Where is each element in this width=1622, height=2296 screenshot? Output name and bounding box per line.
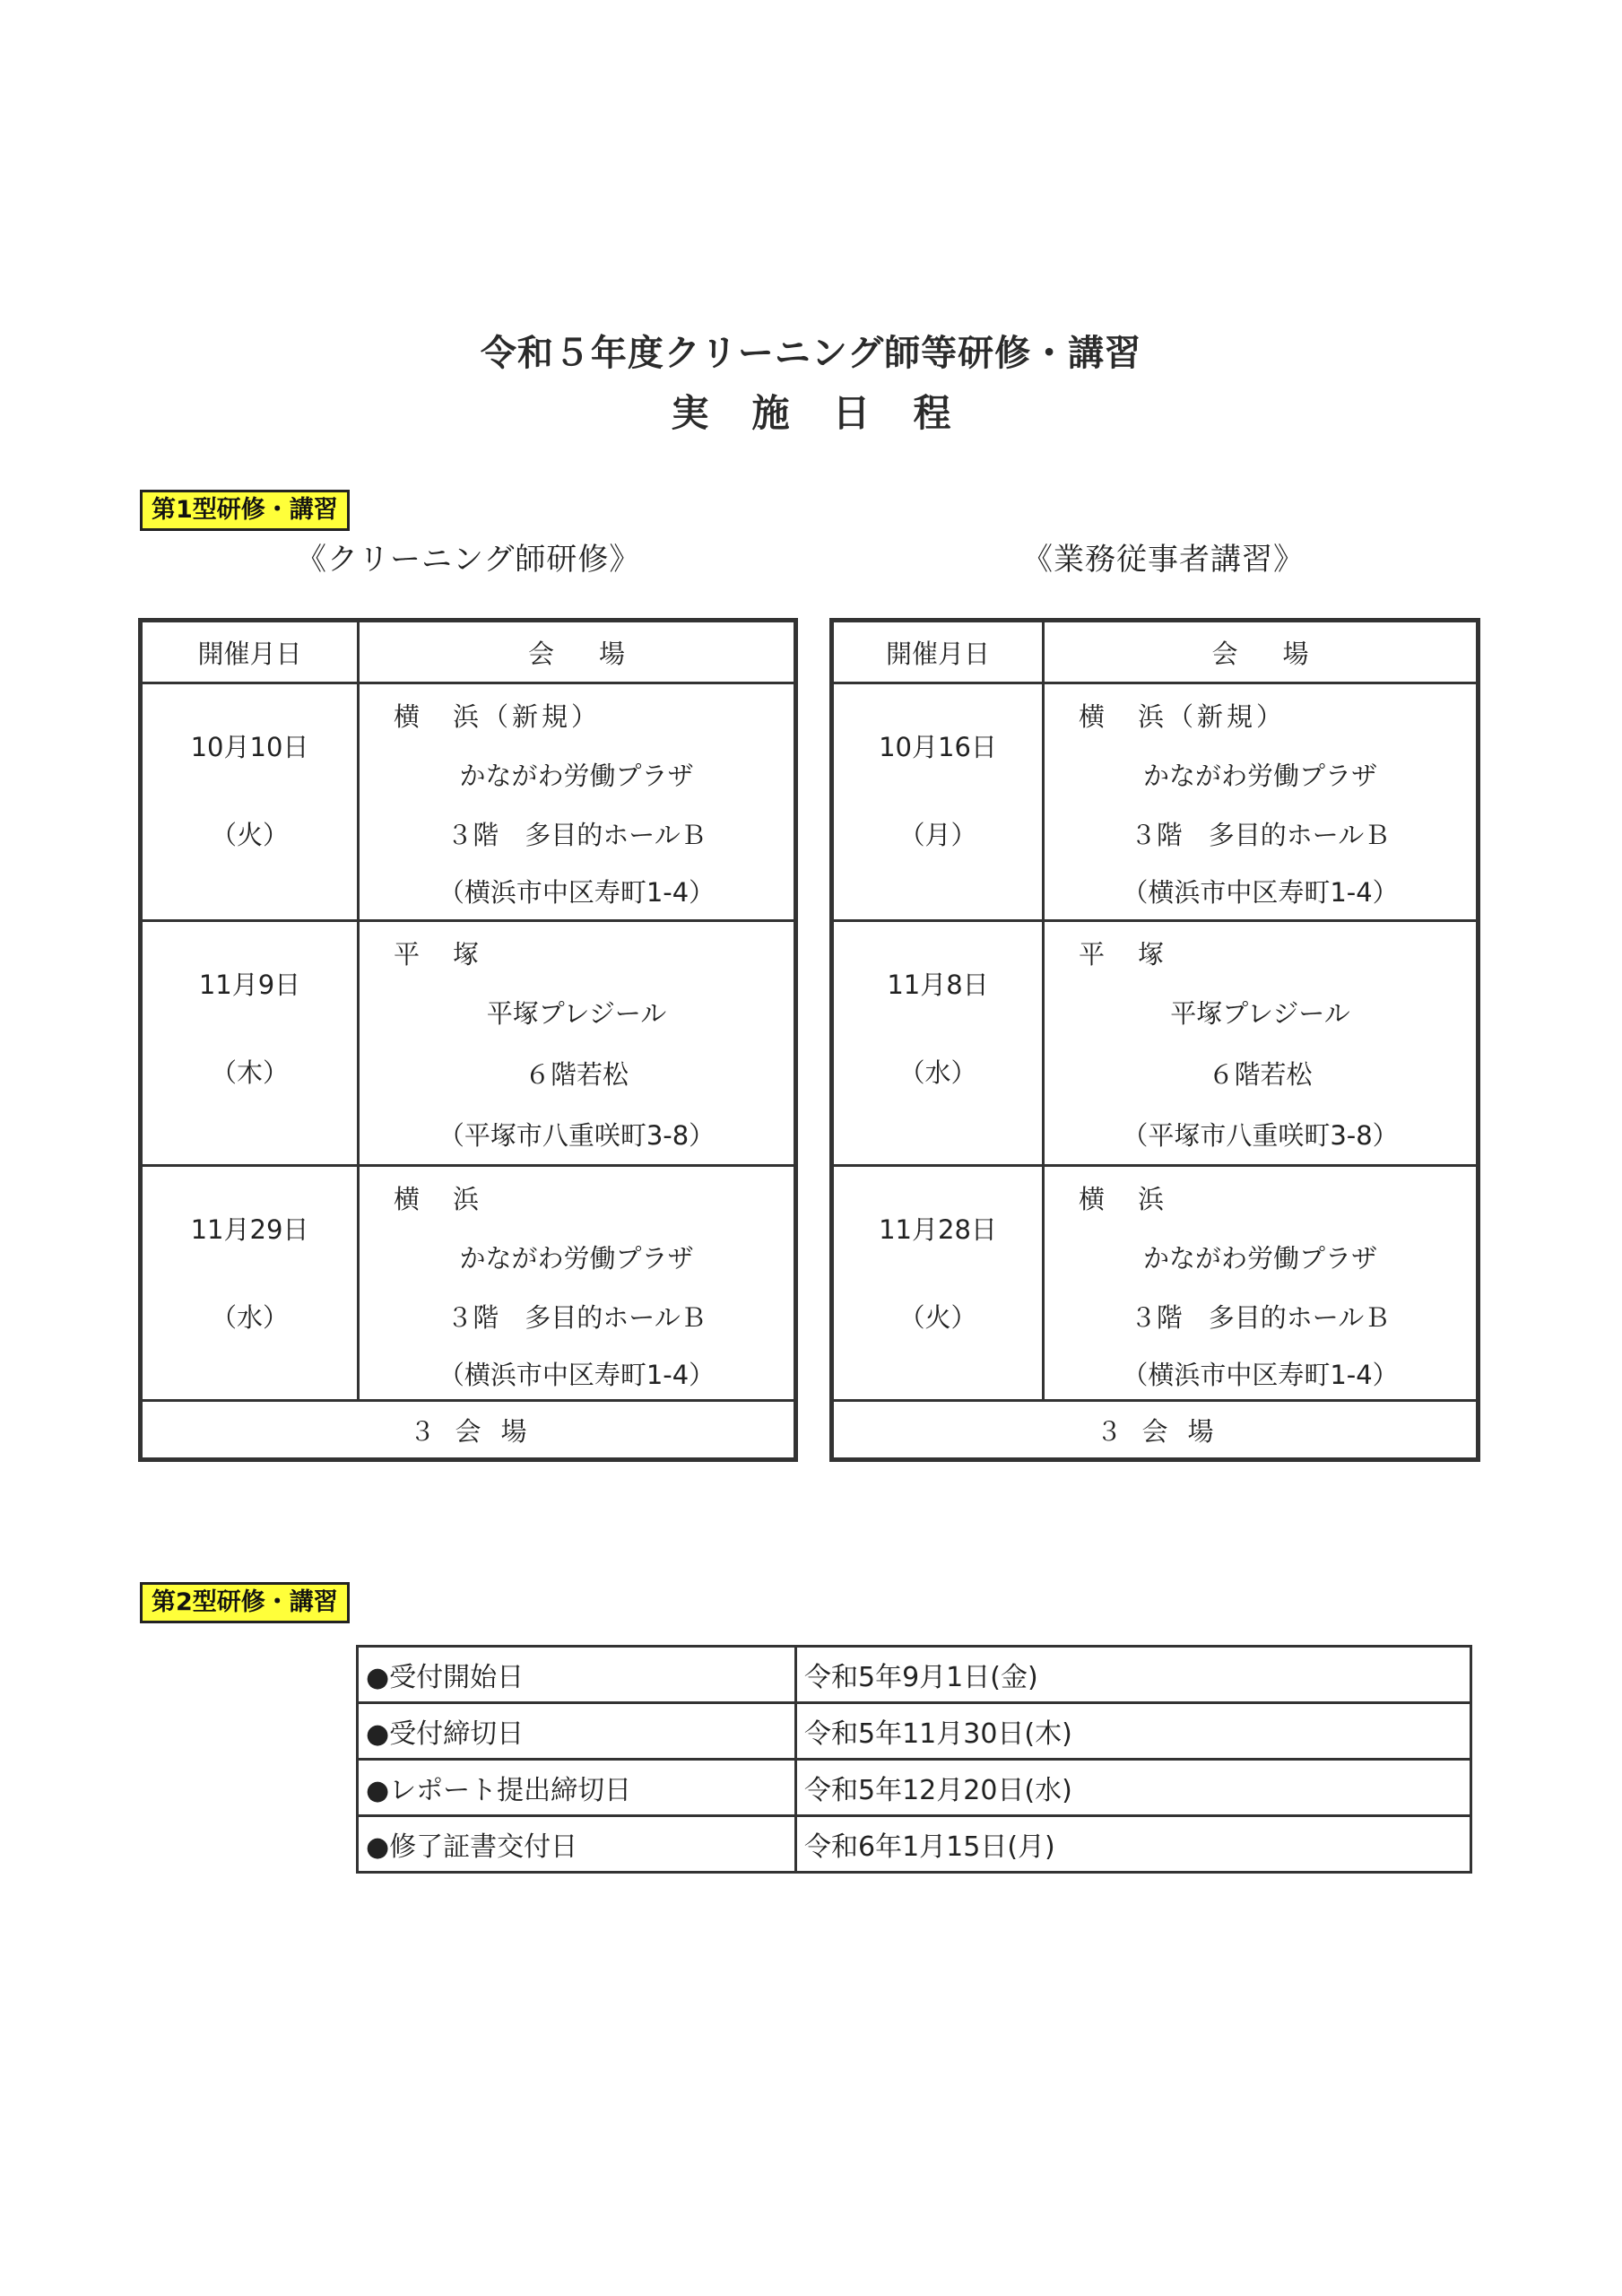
header-venue: 会場 [359,621,796,683]
date-text: 10月16日 [879,732,997,762]
type2-schedule-table [356,1645,1472,1874]
venue-cell [359,683,796,921]
table-row [358,1647,1471,1703]
total-venues: ３会場 [141,1401,796,1460]
schedule-label: ●レポート提出締切日 [358,1760,796,1816]
date-cell [832,921,1044,1166]
date-text: 11月9日 [198,970,301,1000]
venue-cell [1044,1166,1479,1401]
date-cell [832,1166,1044,1401]
cleaning-training-table [138,618,798,1462]
venue-address: （横浜市中区寿町1-4） [438,877,716,908]
schedule-label: ●修了証書交付日 [358,1816,796,1873]
weekday-text: （水） [898,1057,977,1088]
header-date: 開催月日 [141,621,359,683]
table-row [358,1703,1471,1760]
venue-area: 横 浜（新規） [1079,701,1287,732]
venue-address: （横浜市中区寿町1-4） [1122,1360,1399,1390]
table-row [358,1816,1471,1873]
date-cell [141,1166,359,1401]
venue-room: ３階 多目的ホールＢ [1130,1302,1391,1333]
venue-area: 横 浜（新規） [394,701,602,732]
date-cell [141,683,359,921]
table-row [358,1760,1471,1816]
venue-address: （横浜市中区寿町1-4） [1122,877,1399,908]
venue-area: 平 塚 [394,939,483,970]
venue-area: 平 塚 [1079,939,1168,970]
table-header-row [141,621,796,683]
date-cell [832,683,1044,921]
venue-name: かながわ労働プラザ [1142,761,1377,791]
venue-address: （平塚市八重咲町3-8） [438,1120,716,1151]
type1-badge: 第1型研修・講習 [140,490,350,531]
venue-room: ３階 多目的ホールＢ [447,820,707,850]
total-row [832,1401,1479,1460]
table-row [141,1166,796,1401]
header-venue: 会場 [1044,621,1479,683]
weekday-text: （木） [210,1057,289,1088]
left-table-heading: 《クリーニング師研修》 [296,542,641,578]
venue-cell [1044,683,1479,921]
table-row [832,683,1479,921]
worker-course-table [829,618,1480,1462]
weekday-text: （火） [210,820,289,850]
venue-address: （横浜市中区寿町1-4） [438,1360,716,1390]
table-row [832,1166,1479,1401]
total-venues: ３会場 [832,1401,1479,1460]
venue-name: かながわ労働プラザ [1142,1243,1377,1274]
venue-area: 横 浜 [1079,1184,1168,1214]
table-row [832,921,1479,1166]
schedule-value: 令和5年9月1日(金) [796,1647,1471,1703]
schedule-value: 令和5年11月30日(木) [796,1703,1471,1760]
date-cell [141,921,359,1166]
date-text: 11月8日 [887,970,989,1000]
type2-badge: 第2型研修・講習 [140,1582,350,1623]
date-text: 10月10日 [190,732,309,762]
date-text: 11月28日 [879,1214,997,1245]
weekday-text: （月） [898,820,977,850]
table-row [141,921,796,1166]
schedule-value: 令和5年12月20日(水) [796,1760,1471,1816]
venue-address: （平塚市八重咲町3-8） [1122,1120,1399,1151]
total-row [141,1401,796,1460]
venue-name: 平塚プレジール [1170,998,1350,1029]
right-table-heading: 《業務従事者講習》 [1022,542,1305,578]
venue-cell [359,1166,796,1401]
schedule-label: ●受付締切日 [358,1703,796,1760]
venue-room: ３階 多目的ホールＢ [447,1302,707,1333]
document-subtitle: 実施日程 [671,391,994,435]
weekday-text: （火） [898,1302,977,1333]
venue-cell [1044,921,1479,1166]
date-text: 11月29日 [190,1214,309,1245]
venue-name: 平塚プレジール [486,998,667,1029]
table-header-row [832,621,1479,683]
venue-name: かながわ労働プラザ [459,1243,694,1274]
venue-room: ６階若松 [524,1059,629,1090]
venue-room: ６階若松 [1208,1059,1313,1090]
header-date: 開催月日 [832,621,1044,683]
schedule-label: ●受付開始日 [358,1647,796,1703]
venue-area: 横 浜 [394,1184,483,1214]
weekday-text: （水） [210,1302,289,1333]
schedule-value: 令和6年1月15日(月) [796,1816,1471,1873]
venue-name: かながわ労働プラザ [459,761,694,791]
table-row [141,683,796,921]
venue-room: ３階 多目的ホールＢ [1130,820,1391,850]
venue-cell [359,921,796,1166]
document-title: 令和５年度クリーニング師等研修・講習 [480,333,1142,374]
